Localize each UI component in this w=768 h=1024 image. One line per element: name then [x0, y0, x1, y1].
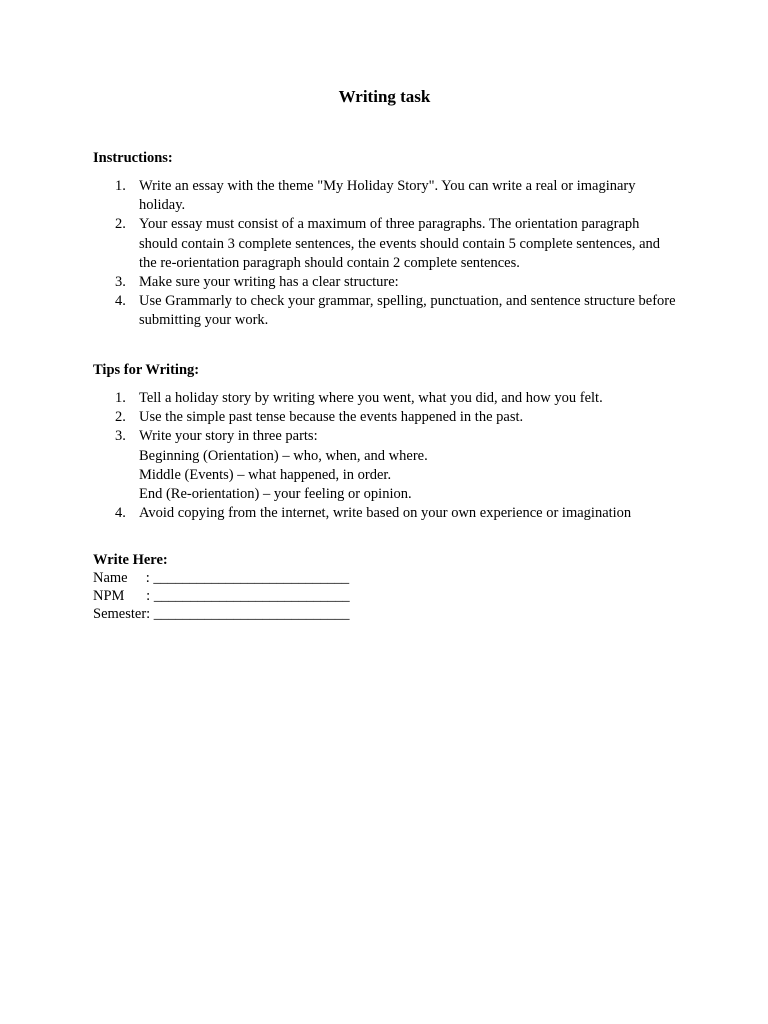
list-item-text: Tell a holiday story by writing where you went, what you did, and how you felt.: [139, 390, 603, 406]
list-item-text: Write your story in three parts:: [139, 428, 318, 445]
list-item: [93, 389, 676, 408]
list-item-text: Make sure your writing has a clear structure:: [139, 274, 399, 291]
npm-field[interactable]: NPM : ___________________________: [93, 588, 350, 604]
tips-heading: Tips for Writing:: [93, 362, 200, 378]
list-item: [93, 408, 676, 427]
write-here-heading: Write Here:: [93, 552, 168, 568]
story-part-beginning: Beginning (Orientation) – who, when, and where.: [139, 447, 428, 464]
instructions-list: [93, 177, 676, 331]
list-item: [93, 292, 676, 330]
instructions-heading: Instructions:: [93, 150, 173, 166]
list-item-text: Use the simple past tense because the events happened in the past.: [139, 409, 524, 426]
list-item-number: 1.: [115, 178, 126, 194]
page-title: Writing task: [338, 87, 431, 106]
list-item-text: Avoid copying from the internet, write based on your own experience or imagination: [139, 505, 632, 522]
list-item: [93, 504, 676, 523]
story-part-middle: Middle (Events) – what happened, in order.: [139, 466, 392, 483]
list-item-number: 1.: [115, 390, 126, 406]
list-item-text: Your essay must consist of a maximum of three paragraphs. The orientation paragraph should contain 3 complete sentences, the events should contain 5 complete sentences, and the re-orientation paragraph should contain 2 complete sentences.: [139, 216, 661, 271]
list-item: [93, 215, 676, 273]
list-item: [93, 177, 676, 215]
list-item: [93, 273, 676, 292]
student-info-fields: [93, 569, 350, 623]
list-item: [93, 427, 676, 504]
name-field[interactable]: Name : ___________________________: [93, 570, 350, 586]
list-item-number: 3.: [115, 428, 126, 445]
list-item-number: 2.: [115, 216, 126, 233]
list-item-text: Write an essay with the theme "My Holiday Story". You can write a real or imaginary holiday.: [139, 178, 636, 214]
story-part-end: End (Re-orientation) – your feeling or opinion.: [139, 486, 412, 503]
list-item-number: 4.: [115, 505, 126, 522]
list-item-number: 4.: [115, 293, 126, 310]
tips-list: [93, 389, 676, 523]
semester-field[interactable]: Semester: ___________________________: [93, 606, 350, 622]
list-item-text: Use Grammarly to check your grammar, spelling, punctuation, and sentence structure before submitting your work.: [139, 293, 676, 329]
list-item-number: 3.: [115, 274, 126, 291]
list-item-number: 2.: [115, 409, 126, 426]
